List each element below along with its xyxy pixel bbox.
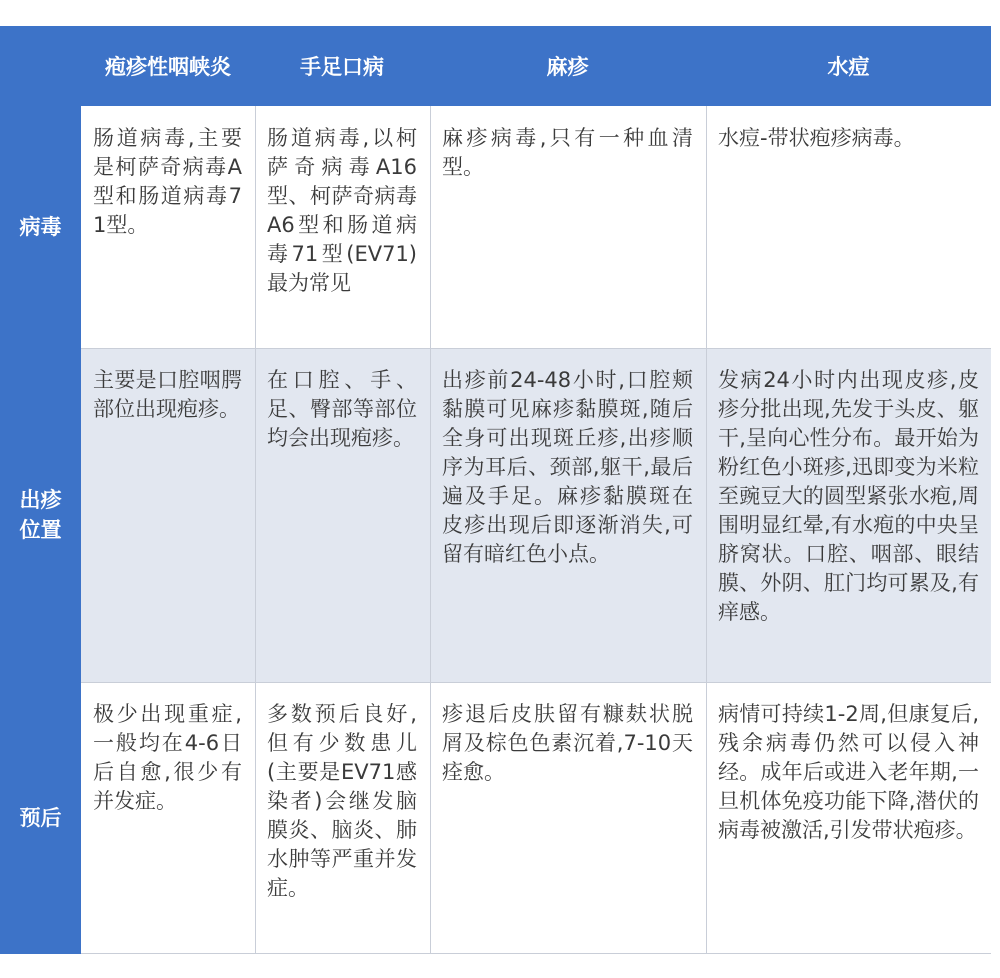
row-label-virus: 病毒 <box>19 215 62 239</box>
table-row-virus <box>81 106 991 348</box>
header-measles: 麻疹 <box>546 55 589 79</box>
row-label-prognosis: 预后 <box>19 806 62 830</box>
header-chickenpox: 水痘 <box>827 55 870 79</box>
table-row-rash-location <box>81 348 991 682</box>
cell-virus-hfmd: 肠道病毒,以柯萨奇病毒A16型、柯萨奇病毒A6型和肠道病毒71型(EV71)最为常见 <box>267 126 417 295</box>
cell-prognosis-hfmd: 多数预后良好,但有少数患儿(主要是EV71感染者)会继发脑膜炎、脑炎、肺水肿等严重并发症。 <box>267 702 417 900</box>
comparison-table <box>0 26 991 954</box>
header-hfmd: 手足口病 <box>300 55 384 79</box>
table-row-prognosis <box>81 682 991 954</box>
cell-prognosis-herpangina: 极少出现重症,一般均在4-6日后自愈,很少有并发症。 <box>93 702 242 813</box>
cell-virus-chickenpox: 水痘-带状疱疹病毒。 <box>718 126 915 150</box>
cell-virus-herpangina: 肠道病毒,主要是柯萨奇病毒A型和肠道病毒71型。 <box>93 126 242 237</box>
row-divider <box>81 348 991 349</box>
row-label-rash-location: 出疹 位置 <box>19 488 62 542</box>
cell-prognosis-chickenpox: 病情可持续1-2周,但康复后,残余病毒仍然可以侵入神经。成年后或进入老年期,一旦机体免疫功能下降,潜伏的病毒被激活,引发带状疱疹。 <box>718 702 979 842</box>
header-herpangina: 疱疹性咽峡炎 <box>105 55 231 79</box>
column-divider <box>430 106 431 954</box>
cell-rash-herpangina: 主要是口腔咽腭部位出现疱疹。 <box>93 368 242 421</box>
cell-rash-chickenpox: 发病24小时内出现皮疹,皮疹分批出现,先发于头皮、躯干,呈向心性分布。最开始为粉红色小斑疹,迅即变为米粒至豌豆大的圆型紧张水疱,周围明显红晕,有水疱的中央呈脐窝状。口腔、咽部、眼结膜、外阴、肛门均可累及,有痒感。 <box>718 368 979 624</box>
cell-prognosis-measles: 疹退后皮肤留有糠麸状脱屑及棕色色素沉着,7-10天痊愈。 <box>442 702 693 784</box>
cell-rash-measles: 出疹前24-48小时,口腔颊黏膜可见麻疹黏膜斑,随后全身可出现斑丘疹,出疹顺序为耳后、颈部,躯干,最后遍及手足。麻疹黏膜斑在皮疹出现后即逐渐消失,可留有暗红色小点。 <box>442 368 693 566</box>
cell-rash-hfmd: 在口腔、手、足、臀部等部位均会出现疱疹。 <box>267 368 417 450</box>
cell-virus-measles: 麻疹病毒,只有一种血清型。 <box>442 126 693 179</box>
row-divider <box>81 953 991 954</box>
row-divider <box>81 682 991 683</box>
column-divider <box>255 106 256 954</box>
column-divider <box>706 106 707 954</box>
